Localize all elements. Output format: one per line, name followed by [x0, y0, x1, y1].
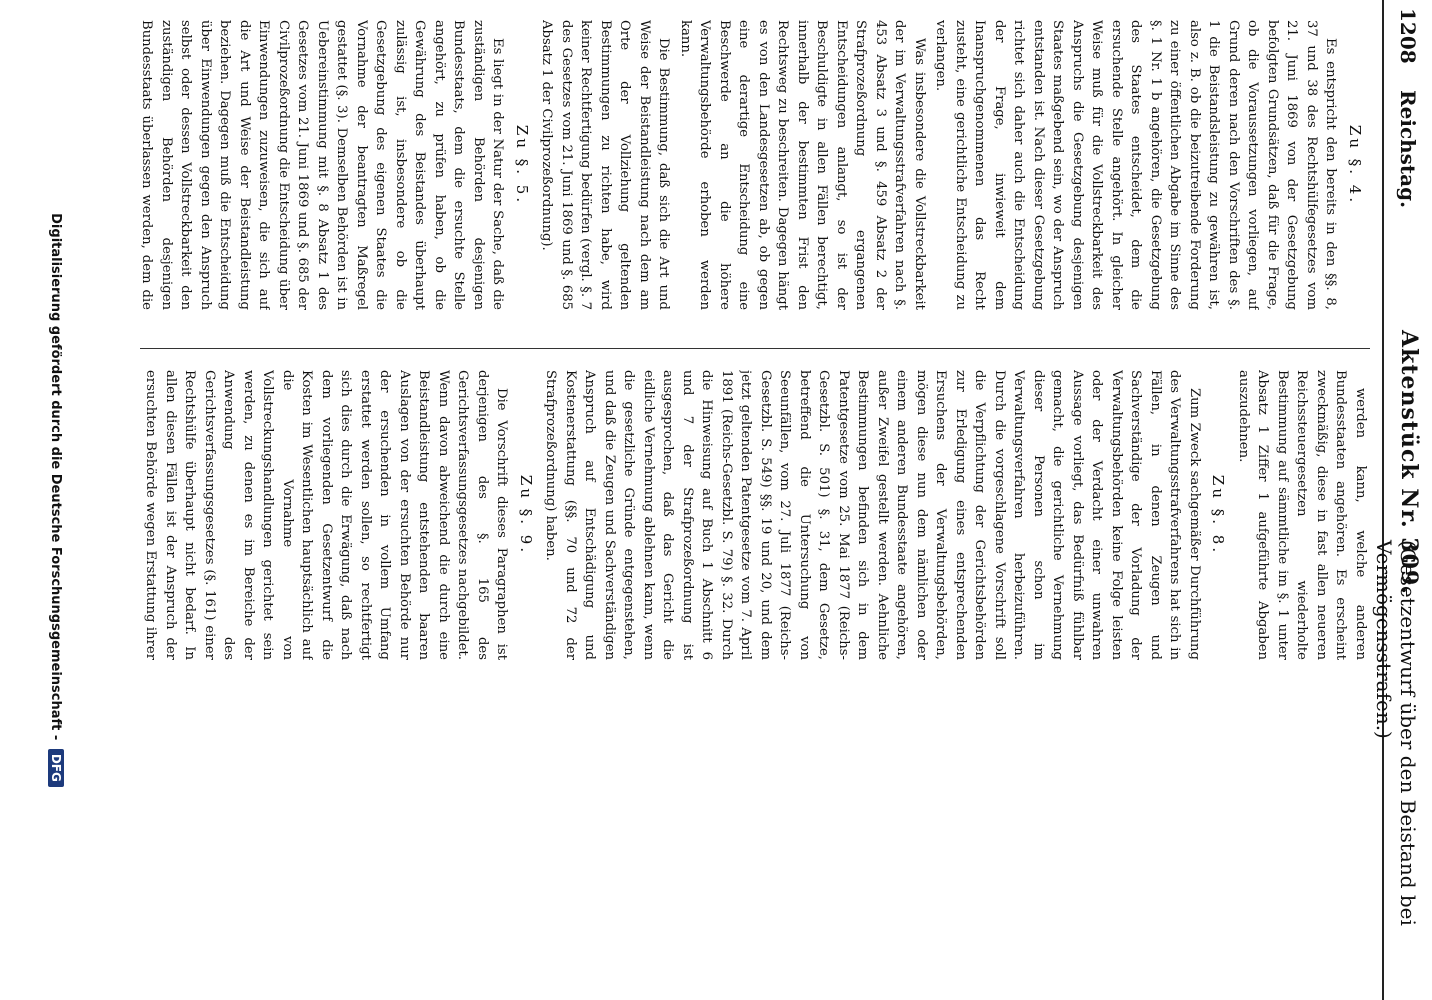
text-column-left [140, 20, 1370, 310]
section-heading: Zu §. 4. [1346, 124, 1364, 206]
section-heading: Zu §. 9. [517, 474, 535, 556]
paragraph: werden kann, welche anderen Bundesstaaten angehören. Es erscheint zweckmäßig, diese in fast allen neueren Reichssteuergesetzen wiederholte Bestimmung auf sämmtliche im §. 1 unter Absatz 1 Ziffer 1 aufgeführte Abgaben auszudehnen. [1236, 370, 1368, 660]
document-number: Aktenstück Nr. 309. [1396, 330, 1422, 595]
digitization-footer [24, 0, 64, 1000]
paragraph: Es liegt in der Natur der Sache, daß die zuständigen Behörden desjenigen Bundesstaats, dem die ersuchte Stelle angehört, zu prüfen haben, ob die Gewährung des Beistandes überhaupt zulässig ist, insbesondere ob die Gesetzgebung des eigenen Staates die Vornahme der beantragten Maßregel gestattet (§. 3). Demselben Behörden ist in Uebereinstimmung mit §. 8 Absatz 1 des Gesetzes vom 21. Juni 1869 und §. 685 der Civilprozeßordnung die Entscheidung über Einwendungen zuzuweisen, die sich auf die Art und Weise der Beistandleistung beziehen. Dagegen muß die Entscheidung über Einwendungen gegen den Anspruch selbst oder dessen Vollstreckbarkeit den zuständigen Behörden desjenigen Bundesstaats überlassen werden, dem die [140, 20, 506, 310]
page-header [1372, 0, 1432, 1000]
section-heading: Zu §. 8. [1209, 474, 1228, 556]
column-divider [140, 348, 1370, 349]
paragraph: Zum Zweck sachgemäßer Durchführung des Verwaltungsstrafverfahrens hat sich in Fällen, in denen Zeugen und Sachverständige der Vorladung der Verwaltungsbehörden keine Folge leisten oder der Verdacht einer unwahren Aussage vorliegt, das Bedürfniß fühlbar gemacht, die gerichtliche Vernehmung dieser Personen schon im Verwaltungsverfahren herbeizuführen. Durch die vorgeschlagene Vorschrift soll die Verpflichtung der Gerichtsbehörden zur Erledigung eines entsprechenden Ersuchens der Verwaltungsbehörden, mögen diese nun dem nämlichen oder einem anderen Bundesstaate angehören, außer Zweifel gestellt werden. Aehnliche Bestimmungen befinden sich in dem Patentgesetze vom 25. Mai 1877 (Reichs-Gesetzbl. S. 501) §. 31, dem Gesetze, betreffend die Untersuchung von Seeunfällen, vom 27. Juli 1877 (Reichs-Gesetzbl. S. 549) §§. 19 und 20, und dem jetzt geltenden Patentgesetze vom 7. April 1891 (Reichs-Gesetzbl. S. 79) §. 32. Durch die Hinweisung auf Buch 1 Abschnitt 6 und 7 der Strafprozeßordnung ist ausgesprochen, daß das Gericht die eidliche Vernehmung ablehnen kann, wenn die gesetzliche Gründe entgegenstehen, und daß die Zeugen und Sachverständigen Anspruch auf Entschädigung und Kostenerstattung (§§. 70 und 72 der Strafprozeßordnung) haben. [543, 370, 1202, 660]
page-number: 1208 [1396, 8, 1420, 64]
header-section: Reichstag. [1396, 90, 1420, 209]
section-heading: Zu §. 5. [513, 124, 531, 206]
paragraph: Es entspricht den bereits in den §§. 8, 37 und 38 des Rechtshülfegesetzes vom 21. Juni 1869 von der Gesetzgebung befolgten Grundsätzen, daß für die Frage, ob die Voraussetzungen vorliegen, auf Grund deren nach den Vorschriften des §. 1 die Beistandsleistung zu gewähren ist, also z. B. ob die beizutreibende Forderung zu einer öffentlichen Abgabe im Sinne des §. 1 Nr. 1 b angehören, die Gesetzgebung des Staates entscheidet, dem die ersuchende Stelle angehört. In gleicher Weise muß für die Vollstreckbarkeit des Anspruchs die Gesetzgebung desjenigen Staates maßgebend sein, wo der Anspruch entstanden ist. Nach dieser Gesetzgebung richtet sich daher auch die Entscheidung der Frage, inwieweit dem Inanspruchgenommenen das Recht zusteht, eine gerichtliche Entscheidung zu verlangen. [933, 20, 1339, 310]
paragraph: Die Bestimmung, daß sich die Art und Weise der Beistandleistung nach dem am Orte der Vollziehung geltenden Bestimmungen zu richten habe, wird keiner Rechtfertigung bedürfen (vergl. §. 7 des Gesetzes vom 21. Juni 1869 und §. 685 Absatz 1 der Civilprozeßordnung). [539, 20, 672, 310]
paragraph: Was insbesondere die Vollstreckbarkeit der im Verwaltungsstrafverfahren nach §. 453 Absatz 3 und §. 459 Absatz 2 der Strafprozeßordnung ergangenen Entscheidungen anlangt, so ist der Beschuldigte in allen Fällen berechtigt, innerhalb der bestimmten Frist den Rechtsweg zu beschreiten. Dagegen hängt es von den Landesgesetzen ab, ob gegen eine derartige Entscheidung eine Beschwerde an die höhere Verwaltungsbehörde erhoben werden kann. [678, 20, 927, 310]
text-column-middle [140, 370, 1370, 660]
header-title: (Gesetzentwurf über den Beistand bei Vermögensstrafen.) [1372, 540, 1420, 926]
footer-credit: Digitalisierung gefördert durch die Deutsche Forschungsgemeinschaft - [48, 213, 63, 741]
dfg-logo: DFG [48, 749, 64, 787]
paragraph: Die Vorschrift dieses Paragraphen ist derjenigen des §. 165 des Gerichtsverfassungsgesetzes nachgebildet. Wenn davon abweichend die durch eine Beistandleistung entstehenden baaren Auslagen von der ersuchten Behörde nur der ersuchenden in vollem Umfang erstattet werden sollen, so rechtfertigt sich dies durch die Erwägung, daß nach dem vorliegenden Gesetzentwurf die Kosten im Wesentlichen hauptsächlich auf die Vornahme von Vollstreckungshandlungen gerichtet sein werden, zu denen es im Bereiche der Anwendung des Gerichtsverfassungsgesetzes (§. 161) einer Rechtshülfe überhaupt nicht bedarf. In allen diesen Fällen ist der Anspruch der ersuchten Behörde wegen Erstattung ihrer [143, 370, 510, 660]
